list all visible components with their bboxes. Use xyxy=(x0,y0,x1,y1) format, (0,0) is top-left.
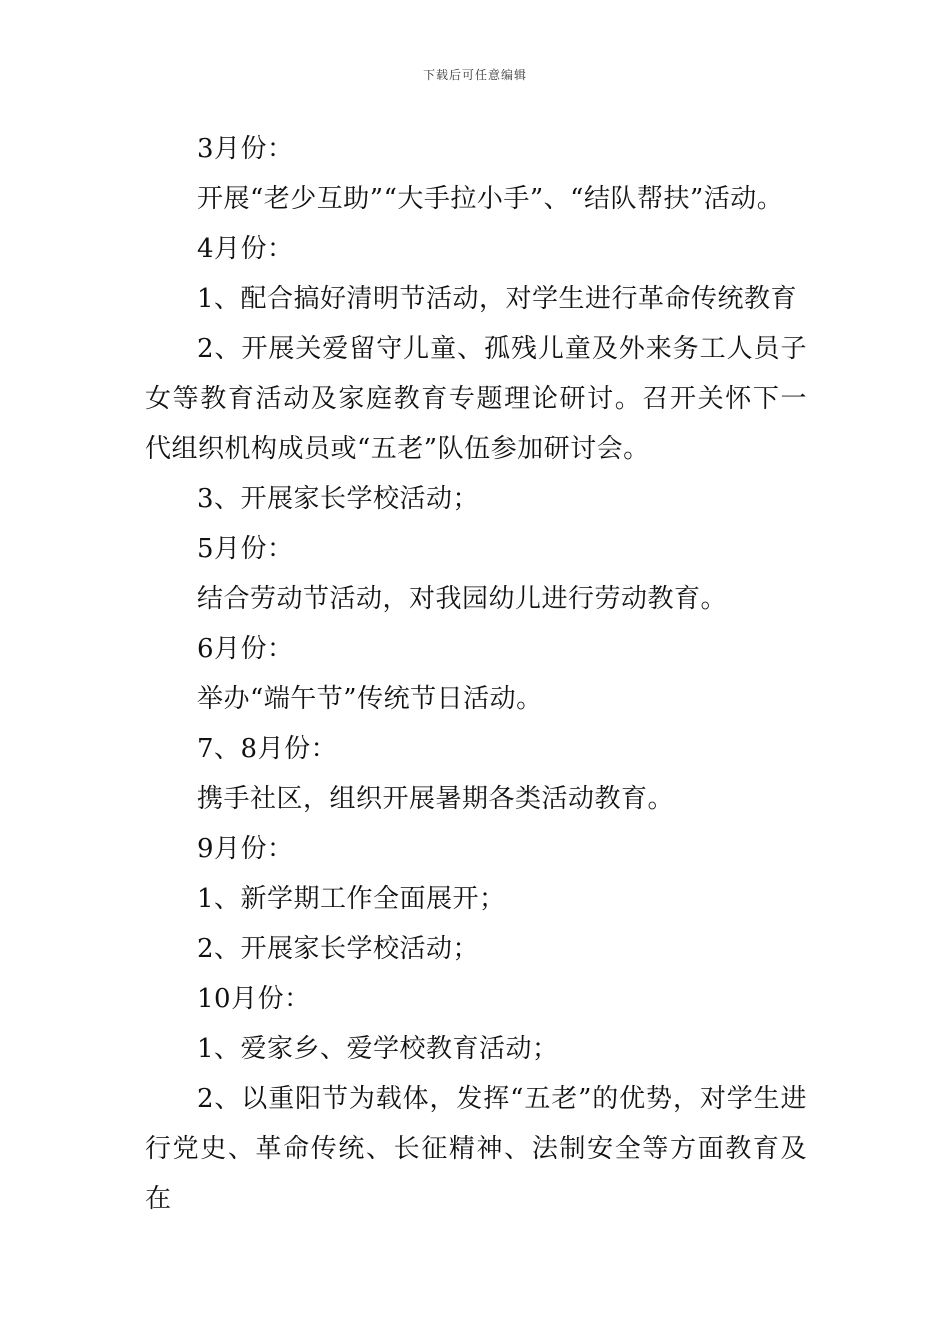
paragraph-july-august-activity: 携手社区，组织开展暑期各类活动教育。 xyxy=(197,784,675,814)
paragraph-june-activity: 举办“端午节”传统节日活动。 xyxy=(197,684,543,714)
document-body xyxy=(145,124,807,1224)
paragraph-june-heading: 6月份： xyxy=(197,634,294,664)
paragraph-april-item-3: 3、开展家长学校活动； xyxy=(197,484,480,514)
paragraph-april-item-2: 2、开展关爱留守儿童、孤残儿童及外来务工人员子女等教育活动及家庭教育专题理论研讨。召开关怀下一代组织机构成员或“五老”队伍参加研讨会。 xyxy=(145,334,807,464)
paragraph-july-august-heading: 7、8月份： xyxy=(197,734,338,764)
paragraph-october-item-2: 2、以重阳节为载体，发挥“五老”的优势，对学生进行党史、革命传统、长征精神、法制安全等方面教育及在 xyxy=(145,1084,807,1214)
paragraph-october-heading: 10月份： xyxy=(197,984,311,1014)
paragraph-october-item-1: 1、爱家乡、爱学校教育活动； xyxy=(197,1034,559,1064)
paragraph-may-activity: 结合劳动节活动，对我园幼儿进行劳动教育。 xyxy=(197,584,728,614)
paragraph-march-heading: 3月份： xyxy=(197,134,294,164)
paragraph-april-heading: 4月份： xyxy=(197,234,294,264)
page-header: 下载后可任意编辑 xyxy=(422,68,527,82)
paragraph-september-heading: 9月份： xyxy=(197,834,294,864)
paragraph-september-item-1: 1、新学期工作全面展开； xyxy=(197,884,506,914)
paragraph-september-item-2: 2、开展家长学校活动； xyxy=(197,934,480,964)
paragraph-march-activity: 开展“老少互助”“大手拉小手”、“结队帮扶”活动。 xyxy=(197,184,784,214)
paragraph-april-item-1: 1、配合搞好清明节活动，对学生进行革命传统教育 xyxy=(197,284,798,314)
paragraph-may-heading: 5月份： xyxy=(197,534,294,564)
